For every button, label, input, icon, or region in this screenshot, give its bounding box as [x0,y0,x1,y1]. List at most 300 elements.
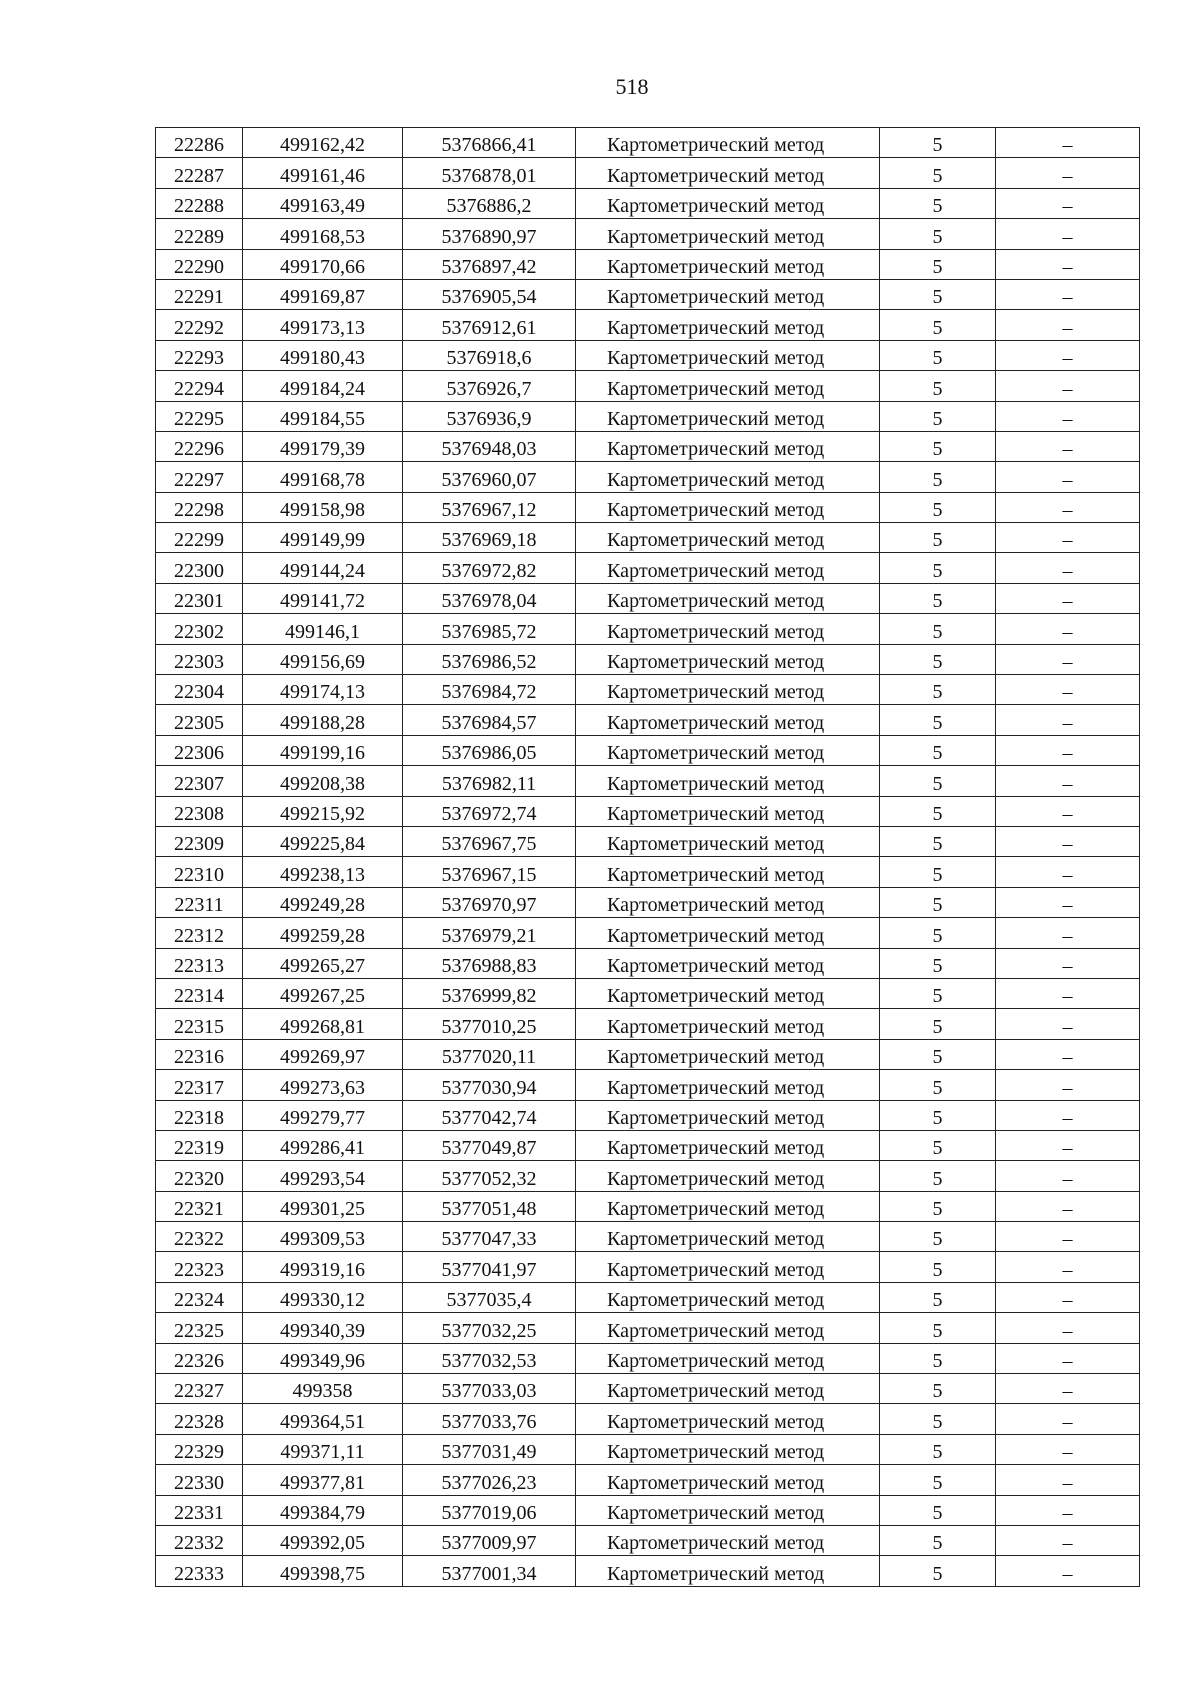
point-number-cell: 22298 [156,492,243,522]
point-number-cell: 22307 [156,766,243,796]
y-coordinate-cell: 5376967,75 [403,826,576,856]
accuracy-cell: 5 [880,614,996,644]
y-coordinate-cell: 5376897,42 [403,249,576,279]
accuracy-cell: 5 [880,705,996,735]
note-cell: – [996,1465,1140,1495]
table-row [156,1434,1140,1464]
point-number-cell: 22317 [156,1070,243,1100]
note-cell: – [996,523,1140,553]
point-number-cell: 22292 [156,310,243,340]
table-row [156,826,1140,856]
table-row [156,1525,1140,1555]
point-number-cell: 22300 [156,553,243,583]
y-coordinate-cell: 5376985,72 [403,614,576,644]
table-row [156,918,1140,948]
point-number-cell: 22329 [156,1434,243,1464]
note-cell: – [996,553,1140,583]
method-cell: Картометрический метод [576,188,880,218]
x-coordinate-cell: 499259,28 [243,918,403,948]
accuracy-cell: 5 [880,1100,996,1130]
method-cell: Картометрический метод [576,1191,880,1221]
note-cell: – [996,158,1140,188]
x-coordinate-cell: 499349,96 [243,1343,403,1373]
y-coordinate-cell: 5376984,57 [403,705,576,735]
accuracy-cell: 5 [880,644,996,674]
y-coordinate-cell: 5376918,6 [403,340,576,370]
point-number-cell: 22318 [156,1100,243,1130]
point-number-cell: 22327 [156,1374,243,1404]
note-cell: – [996,1070,1140,1100]
note-cell: – [996,340,1140,370]
point-number-cell: 22311 [156,887,243,917]
y-coordinate-cell: 5376972,74 [403,796,576,826]
method-cell: Картометрический метод [576,705,880,735]
method-cell: Картометрический метод [576,310,880,340]
x-coordinate-cell: 499161,46 [243,158,403,188]
accuracy-cell: 5 [880,1374,996,1404]
x-coordinate-cell: 499173,13 [243,310,403,340]
table-row [156,1009,1140,1039]
x-coordinate-cell: 499144,24 [243,553,403,583]
method-cell: Картометрический метод [576,431,880,461]
x-coordinate-cell: 499267,25 [243,978,403,1008]
table-row [156,1130,1140,1160]
point-number-cell: 22323 [156,1252,243,1282]
note-cell: – [996,1191,1140,1221]
x-coordinate-cell: 499169,87 [243,279,403,309]
method-cell: Картометрический метод [576,614,880,644]
y-coordinate-cell: 5377032,25 [403,1313,576,1343]
table-row [156,948,1140,978]
method-cell: Картометрический метод [576,340,880,370]
method-cell: Картометрический метод [576,887,880,917]
x-coordinate-cell: 499364,51 [243,1404,403,1434]
accuracy-cell: 5 [880,1465,996,1495]
table-row [156,796,1140,826]
accuracy-cell: 5 [880,1556,996,1586]
table-row [156,1222,1140,1252]
table-row [156,1161,1140,1191]
y-coordinate-cell: 5377031,49 [403,1434,576,1464]
accuracy-cell: 5 [880,188,996,218]
method-cell: Картометрический метод [576,1434,880,1464]
y-coordinate-cell: 5377026,23 [403,1465,576,1495]
note-cell: – [996,492,1140,522]
accuracy-cell: 5 [880,1313,996,1343]
method-cell: Картометрический метод [576,857,880,887]
table-row [156,887,1140,917]
y-coordinate-cell: 5376978,04 [403,583,576,613]
method-cell: Картометрический метод [576,249,880,279]
accuracy-cell: 5 [880,371,996,401]
x-coordinate-cell: 499301,25 [243,1191,403,1221]
method-cell: Картометрический метод [576,158,880,188]
point-number-cell: 22330 [156,1465,243,1495]
accuracy-cell: 5 [880,462,996,492]
method-cell: Картометрический метод [576,826,880,856]
table-row [156,462,1140,492]
accuracy-cell: 5 [880,401,996,431]
x-coordinate-cell: 499208,38 [243,766,403,796]
y-coordinate-cell: 5376926,7 [403,371,576,401]
table-row [156,705,1140,735]
accuracy-cell: 5 [880,1525,996,1555]
y-coordinate-cell: 5377033,03 [403,1374,576,1404]
point-number-cell: 22313 [156,948,243,978]
note-cell: – [996,1252,1140,1282]
point-number-cell: 22316 [156,1039,243,1069]
x-coordinate-cell: 499279,77 [243,1100,403,1130]
accuracy-cell: 5 [880,1252,996,1282]
point-number-cell: 22314 [156,978,243,1008]
table-row [156,158,1140,188]
method-cell: Картометрический метод [576,219,880,249]
page-number: 518 [615,74,649,99]
table-row [156,1100,1140,1130]
note-cell: – [996,1130,1140,1160]
method-cell: Картометрический метод [576,644,880,674]
accuracy-cell: 5 [880,158,996,188]
note-cell: – [996,614,1140,644]
x-coordinate-cell: 499273,63 [243,1070,403,1100]
note-cell: – [996,735,1140,765]
y-coordinate-cell: 5377019,06 [403,1495,576,1525]
y-coordinate-cell: 5376967,12 [403,492,576,522]
note-cell: – [996,1495,1140,1525]
note-cell: – [996,279,1140,309]
method-cell: Картометрический метод [576,1404,880,1434]
note-cell: – [996,1374,1140,1404]
x-coordinate-cell: 499163,49 [243,188,403,218]
table-row [156,1556,1140,1586]
x-coordinate-cell: 499149,99 [243,523,403,553]
x-coordinate-cell: 499293,54 [243,1161,403,1191]
note-cell: – [996,918,1140,948]
method-cell: Картометрический метод [576,1252,880,1282]
point-number-cell: 22308 [156,796,243,826]
point-number-cell: 22328 [156,1404,243,1434]
method-cell: Картометрический метод [576,371,880,401]
x-coordinate-cell: 499286,41 [243,1130,403,1160]
x-coordinate-cell: 499249,28 [243,887,403,917]
x-coordinate-cell: 499358 [243,1374,403,1404]
note-cell: – [996,1313,1140,1343]
point-number-cell: 22321 [156,1191,243,1221]
note-cell: – [996,462,1140,492]
method-cell: Картометрический метод [576,1130,880,1160]
method-cell: Картометрический метод [576,1161,880,1191]
x-coordinate-cell: 499146,1 [243,614,403,644]
x-coordinate-cell: 499199,16 [243,735,403,765]
method-cell: Картометрический метод [576,735,880,765]
table-row [156,1070,1140,1100]
x-coordinate-cell: 499319,16 [243,1252,403,1282]
point-number-cell: 22309 [156,826,243,856]
y-coordinate-cell: 5376912,61 [403,310,576,340]
method-cell: Картометрический метод [576,1556,880,1586]
table-row [156,1039,1140,1069]
y-coordinate-cell: 5377010,25 [403,1009,576,1039]
method-cell: Картометрический метод [576,401,880,431]
note-cell: – [996,1525,1140,1555]
accuracy-cell: 5 [880,1009,996,1039]
table-row [156,249,1140,279]
table-row [156,188,1140,218]
note-cell: – [996,1222,1140,1252]
table-row [156,1313,1140,1343]
note-cell: – [996,371,1140,401]
point-number-cell: 22319 [156,1130,243,1160]
table-row [156,492,1140,522]
x-coordinate-cell: 499268,81 [243,1009,403,1039]
point-number-cell: 22332 [156,1525,243,1555]
y-coordinate-cell: 5376982,11 [403,766,576,796]
table-row [156,675,1140,705]
y-coordinate-cell: 5377041,97 [403,1252,576,1282]
accuracy-cell: 5 [880,1495,996,1525]
note-cell: – [996,1556,1140,1586]
accuracy-cell: 5 [880,523,996,553]
note-cell: – [996,948,1140,978]
y-coordinate-cell: 5376936,9 [403,401,576,431]
coordinates-table [155,127,1140,1587]
method-cell: Картометрический метод [576,1070,880,1100]
table-row [156,310,1140,340]
note-cell: – [996,401,1140,431]
point-number-cell: 22310 [156,857,243,887]
point-number-cell: 22303 [156,644,243,674]
accuracy-cell: 5 [880,583,996,613]
y-coordinate-cell: 5377030,94 [403,1070,576,1100]
table-row [156,1374,1140,1404]
note-cell: – [996,583,1140,613]
method-cell: Картометрический метод [576,492,880,522]
table-row [156,583,1140,613]
table-row [156,431,1140,461]
note-cell: – [996,431,1140,461]
y-coordinate-cell: 5377009,97 [403,1525,576,1555]
x-coordinate-cell: 499392,05 [243,1525,403,1555]
point-number-cell: 22301 [156,583,243,613]
table-row [156,1343,1140,1373]
note-cell: – [996,766,1140,796]
note-cell: – [996,857,1140,887]
table-row [156,735,1140,765]
y-coordinate-cell: 5376986,05 [403,735,576,765]
note-cell: – [996,188,1140,218]
point-number-cell: 22294 [156,371,243,401]
y-coordinate-cell: 5377042,74 [403,1100,576,1130]
note-cell: – [996,310,1140,340]
note-cell: – [996,675,1140,705]
point-number-cell: 22324 [156,1282,243,1312]
y-coordinate-cell: 5376866,41 [403,128,576,158]
table-row [156,553,1140,583]
y-coordinate-cell: 5376979,21 [403,918,576,948]
table-row [156,766,1140,796]
note-cell: – [996,1282,1140,1312]
note-cell: – [996,219,1140,249]
accuracy-cell: 5 [880,796,996,826]
point-number-cell: 22289 [156,219,243,249]
method-cell: Картометрический метод [576,766,880,796]
x-coordinate-cell: 499371,11 [243,1434,403,1464]
method-cell: Картометрический метод [576,918,880,948]
accuracy-cell: 5 [880,279,996,309]
note-cell: – [996,1161,1140,1191]
y-coordinate-cell: 5376972,82 [403,553,576,583]
x-coordinate-cell: 499330,12 [243,1282,403,1312]
method-cell: Картометрический метод [576,1465,880,1495]
x-coordinate-cell: 499215,92 [243,796,403,826]
y-coordinate-cell: 5377052,32 [403,1161,576,1191]
table-row [156,279,1140,309]
table-row [156,1495,1140,1525]
point-number-cell: 22286 [156,128,243,158]
note-cell: – [996,978,1140,1008]
y-coordinate-cell: 5376905,54 [403,279,576,309]
point-number-cell: 22306 [156,735,243,765]
y-coordinate-cell: 5376969,18 [403,523,576,553]
x-coordinate-cell: 499340,39 [243,1313,403,1343]
point-number-cell: 22312 [156,918,243,948]
x-coordinate-cell: 499269,97 [243,1039,403,1069]
point-number-cell: 22295 [156,401,243,431]
table-row [156,1404,1140,1434]
point-number-cell: 22288 [156,188,243,218]
x-coordinate-cell: 499238,13 [243,857,403,887]
x-coordinate-cell: 499384,79 [243,1495,403,1525]
note-cell: – [996,1343,1140,1373]
y-coordinate-cell: 5376948,03 [403,431,576,461]
coordinates-table-body [156,128,1140,1587]
note-cell: – [996,826,1140,856]
table-row [156,1191,1140,1221]
x-coordinate-cell: 499180,43 [243,340,403,370]
note-cell: – [996,1039,1140,1069]
x-coordinate-cell: 499377,81 [243,1465,403,1495]
table-row [156,128,1140,158]
accuracy-cell: 5 [880,1039,996,1069]
y-coordinate-cell: 5376999,82 [403,978,576,1008]
accuracy-cell: 5 [880,340,996,370]
point-number-cell: 22331 [156,1495,243,1525]
accuracy-cell: 5 [880,128,996,158]
point-number-cell: 22293 [156,340,243,370]
table-row [156,857,1140,887]
x-coordinate-cell: 499184,24 [243,371,403,401]
accuracy-cell: 5 [880,1404,996,1434]
method-cell: Картометрический метод [576,978,880,1008]
method-cell: Картометрический метод [576,675,880,705]
point-number-cell: 22333 [156,1556,243,1586]
table-row [156,401,1140,431]
y-coordinate-cell: 5377020,11 [403,1039,576,1069]
method-cell: Картометрический метод [576,128,880,158]
table-row [156,1465,1140,1495]
note-cell: – [996,249,1140,279]
accuracy-cell: 5 [880,826,996,856]
accuracy-cell: 5 [880,675,996,705]
accuracy-cell: 5 [880,1434,996,1464]
x-coordinate-cell: 499174,13 [243,675,403,705]
note-cell: – [996,796,1140,826]
y-coordinate-cell: 5377001,34 [403,1556,576,1586]
y-coordinate-cell: 5377049,87 [403,1130,576,1160]
accuracy-cell: 5 [880,431,996,461]
x-coordinate-cell: 499141,72 [243,583,403,613]
table-row [156,219,1140,249]
point-number-cell: 22296 [156,431,243,461]
y-coordinate-cell: 5377035,4 [403,1282,576,1312]
x-coordinate-cell: 499184,55 [243,401,403,431]
accuracy-cell: 5 [880,1161,996,1191]
point-number-cell: 22291 [156,279,243,309]
accuracy-cell: 5 [880,766,996,796]
y-coordinate-cell: 5376967,15 [403,857,576,887]
point-number-cell: 22297 [156,462,243,492]
y-coordinate-cell: 5377032,53 [403,1343,576,1373]
accuracy-cell: 5 [880,1191,996,1221]
accuracy-cell: 5 [880,978,996,1008]
note-cell: – [996,887,1140,917]
point-number-cell: 22287 [156,158,243,188]
y-coordinate-cell: 5376970,97 [403,887,576,917]
y-coordinate-cell: 5376890,97 [403,219,576,249]
note-cell: – [996,1404,1140,1434]
y-coordinate-cell: 5377047,33 [403,1222,576,1252]
accuracy-cell: 5 [880,1282,996,1312]
table-row [156,978,1140,1008]
x-coordinate-cell: 499170,66 [243,249,403,279]
point-number-cell: 22305 [156,705,243,735]
note-cell: – [996,1100,1140,1130]
table-row [156,371,1140,401]
method-cell: Картометрический метод [576,948,880,978]
method-cell: Картометрический метод [576,796,880,826]
note-cell: – [996,128,1140,158]
method-cell: Картометрический метод [576,1039,880,1069]
method-cell: Картометрический метод [576,462,880,492]
method-cell: Картометрический метод [576,523,880,553]
method-cell: Картометрический метод [576,1222,880,1252]
y-coordinate-cell: 5376878,01 [403,158,576,188]
point-number-cell: 22320 [156,1161,243,1191]
x-coordinate-cell: 499188,28 [243,705,403,735]
y-coordinate-cell: 5376984,72 [403,675,576,705]
x-coordinate-cell: 499168,53 [243,219,403,249]
y-coordinate-cell: 5377033,76 [403,1404,576,1434]
table-row [156,340,1140,370]
table-row [156,1252,1140,1282]
accuracy-cell: 5 [880,735,996,765]
accuracy-cell: 5 [880,310,996,340]
x-coordinate-cell: 499398,75 [243,1556,403,1586]
note-cell: – [996,1009,1140,1039]
x-coordinate-cell: 499179,39 [243,431,403,461]
x-coordinate-cell: 499158,98 [243,492,403,522]
x-coordinate-cell: 499265,27 [243,948,403,978]
y-coordinate-cell: 5376886,2 [403,188,576,218]
note-cell: – [996,1434,1140,1464]
table-row [156,523,1140,553]
method-cell: Картометрический метод [576,1100,880,1130]
table-row [156,1282,1140,1312]
x-coordinate-cell: 499225,84 [243,826,403,856]
method-cell: Картометрический метод [576,1343,880,1373]
accuracy-cell: 5 [880,948,996,978]
accuracy-cell: 5 [880,219,996,249]
